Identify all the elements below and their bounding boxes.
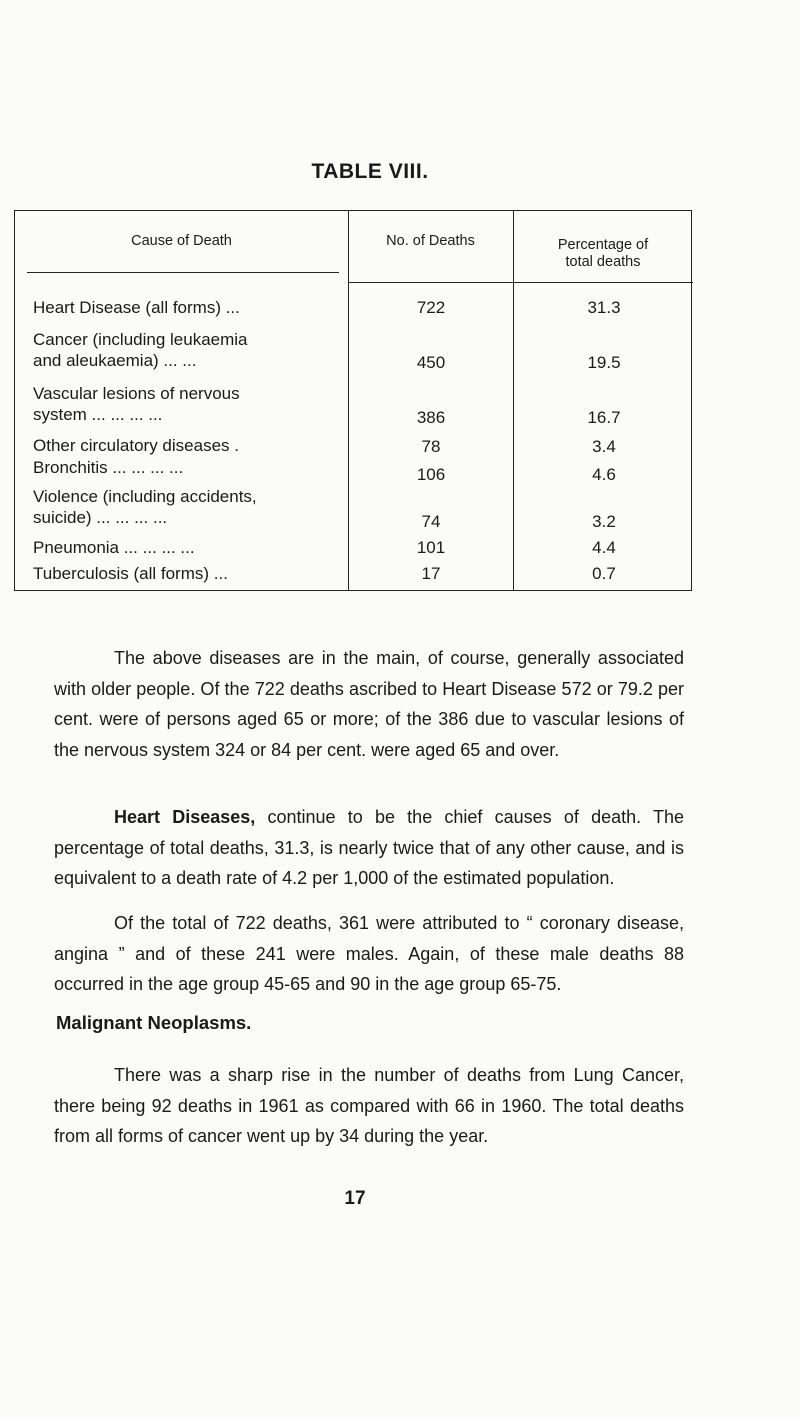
deaths-cell: 386	[416, 408, 446, 427]
deaths-cell: 17	[421, 564, 441, 583]
header-cause: Cause of Death	[131, 233, 232, 249]
cause-cell: Heart Disease (all forms) ...	[33, 298, 240, 317]
percentage-cell: 16.7	[587, 408, 621, 427]
cause-cell-line1: Cancer (including leukaemia	[33, 330, 248, 349]
cause-cell: Pneumonia ... ... ... ...	[33, 538, 195, 557]
header-rule	[27, 272, 339, 273]
cause-cell-line2: and aleukaemia) ... ...	[33, 351, 197, 370]
cause-of-death-table	[14, 210, 692, 591]
percentage-cell: 4.4	[592, 538, 616, 557]
percentage-cell: 0.7	[592, 564, 616, 583]
cause-cell-line2: system ... ... ... ...	[33, 405, 163, 424]
paragraph-body: continue to be the chief causes of death. The percentage of total deaths, 31.3, is nearly twice that of any other cause, and is equivalent to a death rate of 4.2 per 1,000 of the estimated population.	[54, 807, 685, 888]
percentage-cell: 3.2	[592, 512, 616, 531]
percentage-cell: 19.5	[587, 353, 621, 372]
paragraph-older-people: The above diseases are in the main, of course, generally associated with older people. Of the 722 deaths ascribed to Heart Disease 572 or 79.2 per cent. were of persons aged 65 or more; of the 386 due to vascular lesions of the nervous system 324 or 84 per cent. were aged 65 and over.	[54, 648, 684, 760]
percentage-cell: 31.3	[587, 298, 621, 317]
header-percentage-line2: total deaths	[565, 254, 641, 270]
table-title: TABLE VIII.	[311, 160, 429, 183]
header-percentage-line1: Percentage of	[557, 237, 649, 253]
cause-cell	[33, 329, 348, 371]
page-number: 17	[344, 1188, 366, 1209]
cause-cell-line1: Vascular lesions of nervous	[33, 384, 240, 403]
cause-cell-line2: suicide) ... ... ... ...	[33, 508, 168, 527]
header-rule	[348, 282, 693, 283]
column-divider	[348, 211, 349, 590]
section-heading: Malignant Neoplasms.	[56, 1012, 252, 1033]
deaths-cell: 106	[416, 465, 446, 484]
cause-cell	[33, 383, 348, 425]
deaths-cell: 101	[416, 538, 446, 557]
cause-cell: Tuberculosis (all forms) ...	[33, 564, 228, 583]
deaths-cell: 722	[416, 298, 446, 317]
percentage-cell: 4.6	[592, 465, 616, 484]
cause-cell: Other circulatory diseases .	[33, 436, 239, 455]
paragraph-heart-diseases	[54, 802, 684, 894]
paragraph-lung-cancer: There was a sharp rise in the number of deaths from Lung Cancer, there being 92 deaths in 1961 as compared with 66 in 1960. The total deaths from all forms of cancer went up by 34 during the year.	[54, 1065, 684, 1146]
paragraph-lead: Heart Diseases,	[114, 807, 256, 827]
deaths-cell: 74	[421, 512, 441, 531]
percentage-cell: 3.4	[592, 437, 616, 456]
deaths-cell: 78	[421, 437, 441, 456]
header-percentage	[513, 237, 693, 271]
header-deaths: No. of Deaths	[386, 233, 475, 249]
deaths-cell: 450	[416, 353, 446, 372]
cause-cell: Bronchitis ... ... ... ...	[33, 458, 184, 477]
paragraph-coronary: Of the total of 722 deaths, 361 were attributed to “ coronary disease, angina ” and of these 241 were males. Again, of these male deaths 88 occurred in the age group 45-65 and 90 in the age group 65-75.	[54, 913, 684, 994]
cause-cell-line1: Violence (including accidents,	[33, 487, 257, 506]
cause-cell	[33, 486, 348, 528]
